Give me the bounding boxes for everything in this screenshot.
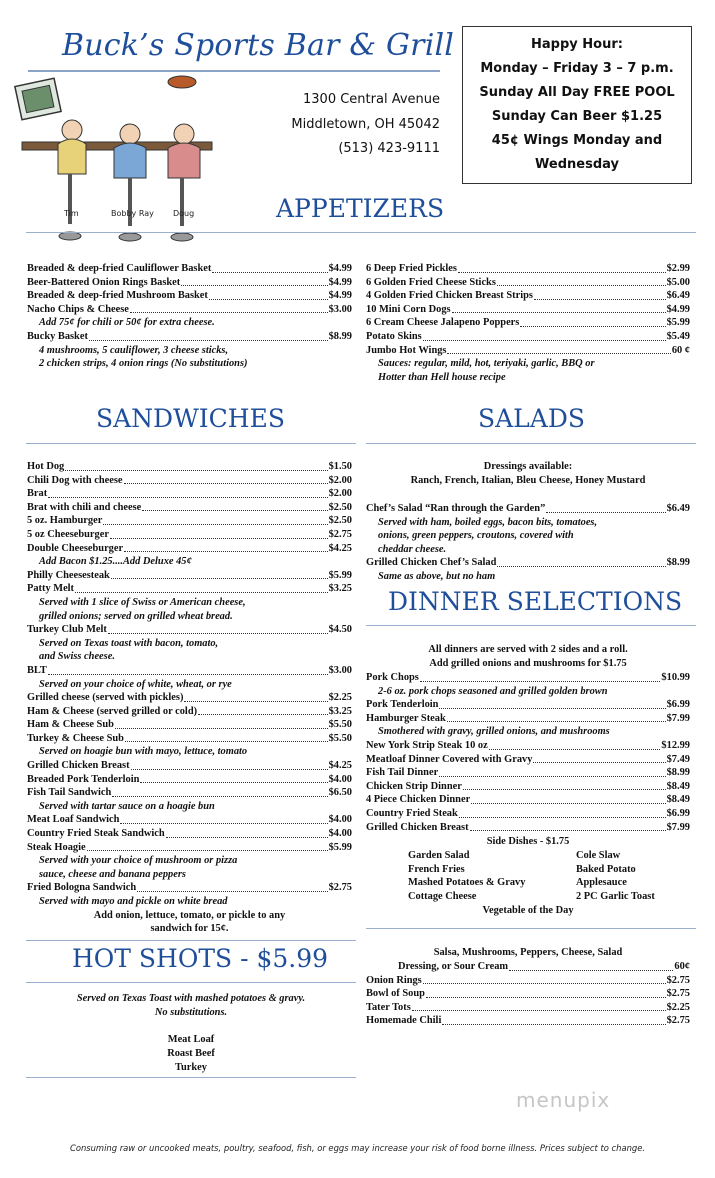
item-price: $4.50	[328, 624, 352, 636]
leader-dots	[509, 960, 673, 971]
item-note: sauce, cheese and banana peppers	[39, 868, 186, 880]
salads-heading: SALADS	[478, 404, 586, 433]
leader-dots	[209, 289, 328, 300]
menu-item	[27, 528, 352, 542]
extras-item	[366, 987, 690, 1001]
leader-dots	[181, 276, 327, 287]
leader-dots	[520, 316, 665, 327]
item-name: Hot Dog	[27, 461, 65, 472]
item-name: Turkey Club Melt	[27, 624, 107, 636]
menu-line: sandwich for 15¢.	[150, 923, 229, 935]
item-name: Fish Tail Dinner	[366, 767, 439, 779]
leader-dots	[423, 330, 666, 341]
item-note: 2-6 oz. pork chops seasoned and grilled golden brown	[378, 685, 608, 697]
item-note: onions, green peppers, croutons, covered with	[378, 530, 574, 542]
hot-shots-bottom-divider	[26, 1077, 356, 1078]
item-note: Served with your choice of mushroom or pizza	[39, 855, 238, 867]
item-price: $2.25	[666, 1001, 690, 1013]
sides-right-column	[576, 849, 694, 903]
leader-dots	[111, 569, 328, 580]
item-note: Served with ham, boiled eggs, bacon bits, tomatoes,	[378, 516, 598, 528]
leader-dots	[120, 813, 327, 824]
menu-item	[27, 460, 352, 474]
item-name: New York Strip Steak 10 oz	[366, 739, 488, 751]
item-price: $4.00	[328, 814, 352, 826]
item-name: Brat with chili and cheese	[27, 501, 142, 513]
item-name: Chicken Strip Dinner	[366, 780, 462, 792]
item-name: Breaded Pork Tenderloin	[27, 773, 140, 785]
item-note: Served on hoagie bun with mayo, lettuce, tomato	[39, 746, 248, 758]
dressings-list: Ranch, French, Italian, Bleu Cheese, Honey Mustard	[410, 475, 646, 486]
watermark: menupix	[516, 1088, 611, 1112]
hot-shots-top-divider	[26, 940, 356, 941]
menu-item	[27, 487, 352, 501]
item-note: Served with mayo and pickle on white bread	[39, 896, 228, 907]
sandwiches-heading: SANDWICHES	[96, 404, 285, 433]
item-note: Add 75¢ for chili or 50¢ for extra cheese.	[39, 317, 215, 329]
item-name: Onion Rings	[366, 974, 422, 986]
item-price: $2.99	[666, 263, 690, 274]
item-name: Fried Bologna Sandwich	[27, 882, 137, 894]
side-dish: Garden Salad	[408, 850, 470, 861]
appetizers-heading: APPETIZERS	[276, 194, 445, 223]
item-name: Meatloaf Dinner Covered with Gravy	[366, 753, 533, 765]
item-name: Bucky Basket	[27, 330, 88, 342]
address-phone: (513) 423-9111	[338, 141, 440, 156]
item-price: $1.50	[328, 461, 352, 472]
item-name: Dressing, or Sour Cream	[398, 961, 509, 972]
item-price: $5.50	[328, 732, 352, 744]
item-price: $2.00	[328, 474, 352, 486]
menu-item	[27, 759, 352, 773]
menu-item	[27, 705, 352, 719]
item-price: $4.25	[328, 760, 352, 772]
item-price: $10.99	[661, 672, 690, 683]
menu-item	[366, 276, 690, 290]
item-note: 2 chicken strips, 4 onion rings (No substitutions)	[39, 358, 248, 370]
mascot-label-doug: Doug	[173, 209, 195, 218]
item-price: $8.99	[328, 330, 352, 342]
item-name: Jumbo Hot Wings	[366, 344, 447, 356]
appetizers-right-list	[366, 262, 690, 384]
side-dish: 2 PC Garlic Toast	[576, 890, 655, 902]
item-price: $8.99	[666, 557, 690, 569]
item-name: Chili Dog with cheese	[27, 474, 123, 486]
item-price: $5.99	[328, 569, 352, 581]
item-price: $5.99	[328, 841, 352, 853]
item-price: $4.25	[328, 542, 352, 554]
menu-item	[366, 807, 690, 821]
item-name: 5 oz. Hamburger	[27, 515, 103, 527]
item-price: 60¢	[674, 961, 690, 972]
menu-item	[27, 773, 352, 787]
leader-dots	[110, 528, 328, 539]
item-price: $2.50	[328, 515, 352, 527]
sandwiches-divider	[26, 443, 356, 444]
item-price: $4.99	[328, 276, 352, 288]
leader-dots	[426, 987, 666, 998]
leader-dots	[166, 827, 328, 838]
item-price: $2.50	[328, 501, 352, 513]
leader-dots	[142, 501, 327, 512]
leader-dots	[131, 759, 328, 770]
menu-item	[366, 698, 690, 712]
leader-dots	[471, 793, 665, 804]
item-note: grilled onions; served on grilled wheat bread.	[39, 610, 233, 622]
leader-dots	[489, 739, 661, 750]
happy-hour-line: Happy Hour:	[531, 37, 623, 52]
item-price: $8.99	[666, 767, 690, 779]
side-dish: Cottage Cheese	[408, 890, 477, 902]
address-street: 1300 Central Avenue	[303, 92, 440, 107]
mascot-label-bobby-ray: Bobby Ray	[111, 209, 154, 218]
menu-item	[366, 262, 690, 276]
leader-dots	[48, 664, 328, 675]
item-price: $7.99	[666, 821, 690, 833]
item-name: Grilled Chicken Chef’s Salad	[366, 557, 497, 569]
item-name: Pork Tenderloin	[366, 699, 439, 711]
item-price: $5.99	[666, 317, 690, 329]
side-dish: Cole Slaw	[576, 850, 621, 861]
leader-dots	[184, 691, 327, 702]
menu-item	[366, 556, 690, 570]
item-name: Chef’s Salad “Ran through the Garden”	[366, 503, 546, 514]
item-name: Nacho Chips & Cheese	[27, 303, 129, 315]
leader-dots	[447, 712, 666, 723]
menu-item	[27, 691, 352, 705]
address-city: Middletown, OH 45042	[291, 117, 440, 132]
item-name: Country Fried Steak Sandwich	[27, 828, 165, 840]
sandwiches-list	[27, 460, 352, 936]
hot-shots-note: No substitutions.	[154, 1007, 228, 1018]
restaurant-title: Buck’s Sports Bar & Grill	[62, 28, 455, 63]
leader-dots	[103, 514, 327, 525]
item-name: Tater Tots	[366, 1001, 411, 1013]
hot-shot-item: Meat Loaf	[167, 1034, 215, 1045]
leader-dots	[124, 474, 328, 485]
menu-item	[27, 813, 352, 827]
item-price: $4.99	[328, 263, 352, 274]
item-price: $8.49	[666, 780, 690, 792]
happy-hour-line: Monday – Friday 3 – 7 p.m.	[480, 61, 674, 76]
item-name: 10 Mini Corn Dogs	[366, 303, 451, 315]
item-note: cheddar cheese.	[378, 543, 447, 555]
menu-item	[27, 786, 352, 800]
hot-shots-divider	[26, 982, 356, 983]
item-name: Pork Chops	[366, 672, 419, 683]
item-name: Homemade Chili	[366, 1015, 442, 1027]
item-name: Double Cheeseburger	[27, 542, 124, 554]
extras-divider	[366, 928, 696, 929]
item-price: $6.49	[666, 290, 690, 302]
item-name: Fish Tail Sandwich	[27, 787, 112, 799]
leader-dots	[89, 330, 328, 341]
item-note: Sauces: regular, mild, hot, teriyaki, garlic, BBQ or	[378, 358, 595, 370]
leader-dots	[137, 881, 327, 892]
item-note: Served on Texas toast with bacon, tomato,	[39, 637, 219, 649]
item-name: Grilled cheese (served with pickles)	[27, 692, 184, 704]
item-price: $6.99	[666, 807, 690, 819]
menu-item	[27, 289, 352, 303]
item-price: $2.75	[328, 528, 352, 540]
dinner-list	[366, 671, 690, 834]
extras-item	[366, 1014, 690, 1028]
mascot-illustration-icon	[14, 74, 214, 246]
item-name: Grilled Chicken Breast	[27, 760, 130, 772]
leader-dots	[115, 718, 328, 729]
menu-item	[366, 766, 690, 780]
menu-item	[27, 303, 352, 317]
item-note: Smothered with gravy, grilled onions, and mushrooms	[378, 726, 610, 738]
salads-divider	[366, 443, 696, 444]
item-price: $2.75	[666, 1015, 690, 1027]
item-note: 4 mushrooms, 5 cauliflower, 3 cheese sticks,	[39, 344, 229, 356]
footer-disclaimer: Consuming raw or uncooked meats, poultry, seafood, fish, or eggs may increase your risk of food borne illness. Prices subject to change.	[69, 1143, 646, 1153]
leader-dots	[48, 487, 327, 498]
item-name: Steak Hoagie	[27, 841, 86, 853]
menu-item	[366, 316, 690, 330]
leader-dots	[546, 502, 665, 513]
extras-item	[366, 1001, 690, 1015]
item-name: Meat Loaf Sandwich	[27, 814, 120, 826]
leader-dots	[497, 556, 665, 567]
item-name: Potato Skins	[366, 330, 422, 342]
side-dish-vegetable: Vegetable of the Day	[482, 905, 574, 916]
menu-item	[366, 739, 690, 753]
item-price: $4.99	[666, 303, 690, 315]
item-price: 60 ¢	[671, 344, 690, 356]
leader-dots	[130, 303, 328, 314]
item-price: $6.99	[666, 699, 690, 711]
leader-dots	[458, 262, 666, 273]
item-name: Brat	[27, 488, 48, 500]
leader-dots	[412, 1001, 666, 1012]
item-price: $2.75	[666, 974, 690, 986]
hot-shot-item: Roast Beef	[167, 1048, 215, 1059]
item-name: 5 oz Cheeseburger	[27, 528, 109, 540]
mascot-label-tim: Tim	[64, 209, 79, 218]
leader-dots	[420, 671, 661, 682]
item-note: Served with tartar sauce on a hoagie bun	[39, 800, 215, 812]
item-name: 6 Golden Fried Cheese Sticks	[366, 276, 496, 288]
leader-dots	[497, 276, 666, 287]
dinner-heading: DINNER SELECTIONS	[388, 587, 683, 616]
leader-dots	[108, 623, 328, 634]
leader-dots	[470, 821, 666, 832]
item-name: Hamburger Steak	[366, 712, 446, 724]
happy-hour-box	[462, 26, 692, 184]
leader-dots	[439, 698, 665, 709]
salads-list	[366, 502, 690, 584]
item-price: $4.99	[328, 290, 352, 302]
item-name: Ham & Cheese Sub	[27, 719, 114, 731]
item-note: Add Bacon $1.25....Add Deluxe 45¢	[39, 556, 192, 568]
leader-dots	[423, 974, 666, 985]
menu-item	[27, 474, 352, 488]
side-dish: Mashed Potatoes & Gravy	[408, 877, 526, 889]
leader-dots	[212, 262, 327, 273]
menu-item	[366, 780, 690, 794]
side-dish: Applesauce	[576, 877, 627, 889]
leader-dots	[65, 460, 327, 471]
item-name: Philly Cheesesteak	[27, 569, 110, 581]
leader-dots	[75, 582, 328, 593]
menu-item	[366, 821, 690, 835]
leader-dots	[124, 542, 328, 553]
menu-item	[366, 502, 690, 516]
item-name: Grilled Chicken Breast	[366, 821, 469, 833]
item-price: $4.00	[328, 773, 352, 785]
item-name: Breaded & deep-fried Cauliflower Basket	[27, 263, 212, 274]
item-name: Beer-Battered Onion Rings Basket	[27, 276, 181, 288]
happy-hour-line: Sunday All Day FREE POOL	[479, 85, 675, 100]
side-dish: French Fries	[408, 863, 465, 875]
leader-dots	[459, 807, 666, 818]
dressings-label: Dressings available:	[483, 461, 573, 472]
item-price: $6.50	[328, 787, 352, 799]
happy-hour-line: 45¢ Wings Monday and	[491, 133, 663, 148]
sides-left-column	[408, 849, 578, 903]
side-dishes-heading: Side Dishes - $1.75	[486, 836, 570, 847]
title-divider	[28, 70, 440, 72]
item-price: $4.00	[328, 828, 352, 840]
menu-item	[27, 501, 352, 515]
menu-item	[27, 569, 352, 583]
leader-dots	[439, 766, 665, 777]
item-price: $2.75	[328, 882, 352, 894]
menu-item	[27, 330, 352, 344]
item-price: $5.49	[666, 330, 690, 342]
menu-item	[366, 712, 690, 726]
hot-shots-note: Served on Texas Toast with mashed potatoes & gravy.	[76, 993, 306, 1004]
menu-item	[27, 664, 352, 678]
dinner-intro: All dinners are served with 2 sides and a roll.	[428, 644, 628, 655]
item-note: Served with 1 slice of Swiss or American cheese,	[39, 596, 246, 608]
hot-shots-heading: HOT SHOTS - $5.99	[72, 944, 329, 973]
item-price: $3.00	[328, 303, 352, 315]
item-price: $7.49	[666, 753, 690, 765]
menu-item	[366, 753, 690, 767]
menu-item	[366, 671, 690, 685]
item-name: Bowl of Soup	[366, 988, 425, 1000]
item-name: BLT	[27, 664, 47, 676]
leader-dots	[452, 303, 666, 314]
menu-item	[27, 276, 352, 290]
item-name: Patty Melt	[27, 583, 75, 595]
item-name: 6 Cream Cheese Jalapeno Poppers	[366, 317, 520, 329]
extras-list	[366, 960, 690, 1028]
item-price: $3.25	[328, 583, 352, 595]
item-price: $8.49	[666, 794, 690, 806]
item-price: $12.99	[661, 739, 690, 751]
menu-item	[27, 718, 352, 732]
menu-item	[27, 514, 352, 528]
item-price: $5.00	[666, 276, 690, 288]
item-price: $3.00	[328, 664, 352, 676]
item-price: $6.49	[666, 503, 690, 514]
leader-dots	[125, 732, 328, 743]
item-name: Breaded & deep-fried Mushroom Basket	[27, 290, 208, 302]
item-name: Ham & Cheese (served grilled or cold)	[27, 705, 198, 717]
item-price: $2.00	[328, 488, 352, 500]
dinner-divider	[366, 625, 696, 626]
item-note: and Swiss cheese.	[39, 651, 115, 663]
appetizers-divider	[26, 232, 696, 233]
menu-item	[27, 732, 352, 746]
item-price: $3.25	[328, 705, 352, 717]
item-name: Turkey & Cheese Sub	[27, 732, 124, 744]
leader-dots	[140, 773, 327, 784]
leader-dots	[442, 1014, 665, 1025]
leader-dots	[534, 289, 666, 300]
menu-item	[27, 262, 352, 276]
menu-item	[366, 303, 690, 317]
menu-item	[27, 841, 352, 855]
leader-dots	[112, 786, 327, 797]
item-name: Country Fried Steak	[366, 807, 458, 819]
menu-item	[27, 542, 352, 556]
menu-item	[366, 344, 690, 358]
leader-dots	[87, 841, 328, 852]
menu-item	[27, 623, 352, 637]
leader-dots	[463, 780, 666, 791]
hot-shot-item: Turkey	[175, 1062, 207, 1073]
happy-hour-line: Sunday Can Beer $1.25	[491, 109, 663, 124]
item-price: $2.75	[666, 988, 690, 1000]
leader-dots	[533, 753, 665, 764]
appetizers-left-list	[27, 262, 352, 371]
item-name: 6 Deep Fried Pickles	[366, 263, 457, 274]
menu-item	[27, 881, 352, 895]
item-price: $2.25	[328, 692, 352, 704]
side-dish: Baked Potato	[576, 863, 636, 875]
menu-item	[27, 827, 352, 841]
menu-item	[366, 289, 690, 303]
happy-hour-line: Wednesday	[535, 157, 619, 172]
menu-item	[27, 582, 352, 596]
menu-line: Add onion, lettuce, tomato, or pickle to any	[93, 909, 286, 921]
dinner-intro: Add grilled onions and mushrooms for $1.75	[429, 658, 627, 669]
extras-item	[366, 974, 690, 988]
menu-item	[366, 793, 690, 807]
item-note: Served on your choice of white, wheat, or rye	[39, 678, 232, 690]
item-price: $7.99	[666, 712, 690, 724]
menu-item	[366, 330, 690, 344]
item-price: $5.50	[328, 719, 352, 731]
leader-dots	[447, 344, 670, 355]
extras-line: Salsa, Mushrooms, Peppers, Cheese, Salad	[433, 947, 623, 958]
leader-dots	[198, 705, 328, 716]
extras-item	[366, 960, 690, 974]
item-name: 4 Golden Fried Chicken Breast Strips	[366, 290, 533, 302]
item-note: Hotter than Hell house recipe	[378, 371, 506, 383]
item-name: 4 Piece Chicken Dinner	[366, 794, 471, 806]
item-note: Same as above, but no ham	[378, 570, 496, 582]
